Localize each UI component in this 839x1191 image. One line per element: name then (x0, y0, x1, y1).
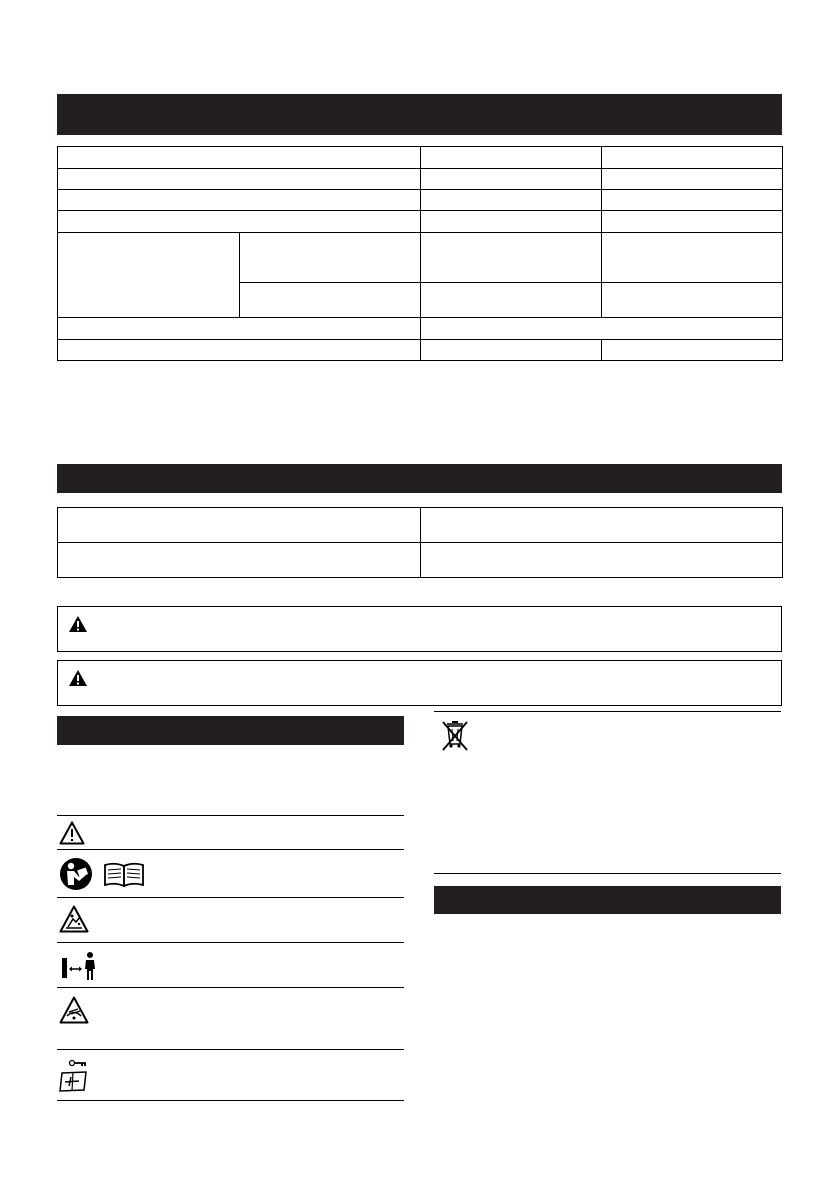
spec-value (602, 147, 783, 169)
remove-key-icon (59, 1059, 91, 1093)
spec-value (421, 283, 602, 318)
spec-value (421, 169, 602, 190)
battery-cell (58, 508, 421, 543)
disposal-text (487, 720, 781, 870)
spec-label (58, 169, 421, 190)
specifications-header (57, 94, 782, 135)
warning-box (57, 660, 782, 706)
divider (434, 711, 781, 712)
spec-label (58, 233, 240, 318)
spec-value (602, 169, 783, 190)
spec-value (421, 318, 783, 340)
spec-value (421, 211, 602, 233)
right-section-body (434, 922, 781, 1102)
spec-value (602, 190, 783, 211)
spec-sublabel (240, 233, 421, 283)
spec-label (58, 340, 421, 361)
symbol-row (57, 943, 404, 988)
table-row (58, 508, 783, 543)
spec-label (58, 190, 421, 211)
read-manual-icon (59, 857, 149, 891)
table-row (58, 318, 783, 340)
right-section-header (434, 886, 781, 914)
rotating-blade-icon (59, 996, 89, 1024)
spec-value (421, 233, 602, 283)
symbol-row (57, 816, 404, 850)
warning-triangle-icon (69, 616, 87, 632)
keep-distance-icon (59, 950, 99, 982)
spec-value (421, 340, 602, 361)
symbol-row (57, 898, 404, 943)
spec-value (421, 147, 602, 169)
battery-cell (421, 508, 783, 543)
symbol-row (57, 988, 404, 1050)
caution-triangle-icon (59, 821, 85, 845)
symbol-row (57, 850, 404, 898)
symbol-row (57, 1050, 404, 1101)
spec-label (58, 147, 421, 169)
thrown-objects-icon (59, 905, 89, 933)
warning-triangle-icon (69, 670, 87, 686)
table-row (58, 543, 783, 578)
specifications-table (57, 146, 783, 361)
spec-value (602, 211, 783, 233)
symbols-intro (57, 752, 404, 808)
table-row (58, 147, 783, 169)
table-row (58, 233, 783, 283)
table-row (58, 340, 783, 361)
warning-box (57, 606, 782, 652)
spec-label (58, 318, 421, 340)
battery-table (57, 507, 783, 578)
table-row (58, 190, 783, 211)
symbols-section-header (57, 716, 404, 745)
spec-label (58, 211, 421, 233)
crossed-bin-icon (441, 719, 469, 753)
spec-value (421, 190, 602, 211)
battery-cell (421, 543, 783, 578)
divider (434, 873, 781, 874)
table-row (58, 169, 783, 190)
spec-value (602, 283, 783, 318)
table-row (58, 211, 783, 233)
spec-value (602, 340, 783, 361)
battery-cell (58, 543, 421, 578)
spec-value (602, 233, 783, 283)
spec-sublabel (240, 283, 421, 318)
battery-section-header (57, 464, 782, 493)
